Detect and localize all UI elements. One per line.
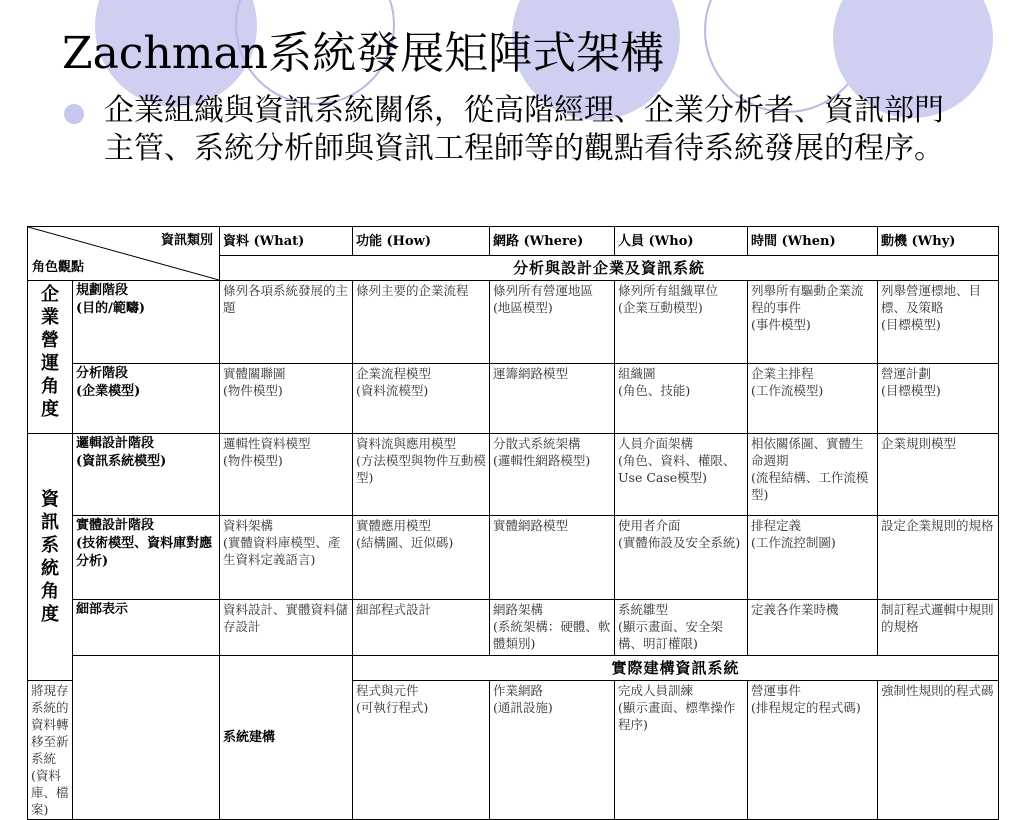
stage-label: 細部表示 <box>73 600 220 656</box>
column-header-who: 人員 (Who) <box>615 227 748 256</box>
cell-what: 資料設計、實體資料儲存設計 <box>220 600 353 656</box>
stage-label: 規劃階段 (目的/範疇) <box>73 281 220 364</box>
table-row <box>28 600 999 656</box>
cell-where: 運籌網路模型 <box>490 364 615 434</box>
cell-where: 作業網路 (通訊設施) <box>490 681 615 820</box>
side-empty-cell <box>73 656 220 820</box>
column-header-how: 功能 (How) <box>353 227 490 256</box>
stage-label: 實體設計階段 (技術模型、資料庫對應分析) <box>73 516 220 600</box>
cell-why: 制訂程式邏輯中規則的規格 <box>878 600 999 656</box>
cell-how: 程式與元件 (可執行程式) <box>353 681 490 820</box>
cell-how: 條列主要的企業流程 <box>353 281 490 364</box>
cell-when: 相依關係圖、實體生命週期 (流程結構、工作流模型) <box>748 434 878 516</box>
cell-what: 實體關聯圖 (物件模型) <box>220 364 353 434</box>
zachman-matrix-table <box>27 226 999 820</box>
cell-who: 組織圖 (角色、技能) <box>615 364 748 434</box>
cell-what: 將現存系統的資料轉移至新系統 (資料庫、檔案) <box>28 681 73 820</box>
band-system-build: 實際建構資訊系統 <box>353 656 999 681</box>
cell-what: 資料架構 (實體資料庫模型、產生資料定義語言) <box>220 516 353 600</box>
cell-how: 細部程式設計 <box>353 600 490 656</box>
cell-when: 企業主排程 (工作流模型) <box>748 364 878 434</box>
cell-why: 強制性規則的程式碼 <box>878 681 999 820</box>
cell-where: 網路架構 (系統架構：硬體、軟體類別) <box>490 600 615 656</box>
cell-when: 排程定義 (工作流控制圖) <box>748 516 878 600</box>
stage-label: 分析階段 (企業模型) <box>73 364 220 434</box>
column-header-where: 網路 (Where) <box>490 227 615 256</box>
cell-when: 營運事件 (排程規定的程式碼) <box>748 681 878 820</box>
stage-label: 邏輯設計階段 (資訊系統模型) <box>73 434 220 516</box>
cell-how: 資料流與應用模型 (方法模型與物件互動模型) <box>353 434 490 516</box>
cell-why: 營運計劃 (目標模型) <box>878 364 999 434</box>
cell-where: 條列所有營運地區 (地區模型) <box>490 281 615 364</box>
cell-how: 企業流程模型 (資料流模型) <box>353 364 490 434</box>
band-analysis-design: 分析與設計企業及資訊系統 <box>220 256 999 281</box>
table-row <box>28 516 999 600</box>
cell-why: 列舉營運標地、目標、及策略 (目標模型) <box>878 281 999 364</box>
slide-title: Zachman系統發展矩陣式架構 <box>62 28 665 79</box>
column-header-what: 資料 (What) <box>220 227 353 256</box>
column-header-why: 動機 (Why) <box>878 227 999 256</box>
table-row <box>28 364 999 434</box>
cell-what: 條列各項系統發展的主題 <box>220 281 353 364</box>
side-label-system: 資 訊 系 統 角 度 <box>28 434 73 681</box>
cell-how: 實體應用模型 (結構圖、近似碼) <box>353 516 490 600</box>
cell-what: 邏輯性資料模型 (物件模型) <box>220 434 353 516</box>
table-corner-header <box>28 227 220 281</box>
intro-text: 企業組織與資訊系統關係，從高階經理、企業分析者、資訊部門主管、系統分析師與資訊工程師等的觀點看待系統發展的程序。 <box>104 93 944 166</box>
cell-why: 設定企業規則的規格 <box>878 516 999 600</box>
cell-who: 人員介面架構 (角色、資料、權限、Use Case模型) <box>615 434 748 516</box>
table-row <box>28 434 999 516</box>
side-label-enterprise: 企 業 營 運 角 度 <box>28 281 73 434</box>
cell-who: 系統雛型 (顯示畫面、安全架構、明訂權限) <box>615 600 748 656</box>
cell-why: 企業規則模型 <box>878 434 999 516</box>
bullet-icon <box>64 104 84 124</box>
cell-when: 定義各作業時機 <box>748 600 878 656</box>
stage-label: 系統建構 <box>220 656 353 820</box>
cell-who: 條列所有組織單位 (企業互動模型) <box>615 281 748 364</box>
cell-who: 完成人員訓練 (顯示畫面、標準操作程序) <box>615 681 748 820</box>
cell-where: 分散式系統架構 (邏輯性網路模型) <box>490 434 615 516</box>
cell-who: 使用者介面 (實體佈設及安全系統) <box>615 516 748 600</box>
column-header-when: 時間 (When) <box>748 227 878 256</box>
cell-where: 實體網路模型 <box>490 516 615 600</box>
corner-column-label: 資訊類別 <box>160 233 213 248</box>
cell-when: 列舉所有驅動企業流程的事件 (事件模型) <box>748 281 878 364</box>
corner-row-label: 角色觀點 <box>32 260 85 275</box>
table-row <box>28 281 999 364</box>
